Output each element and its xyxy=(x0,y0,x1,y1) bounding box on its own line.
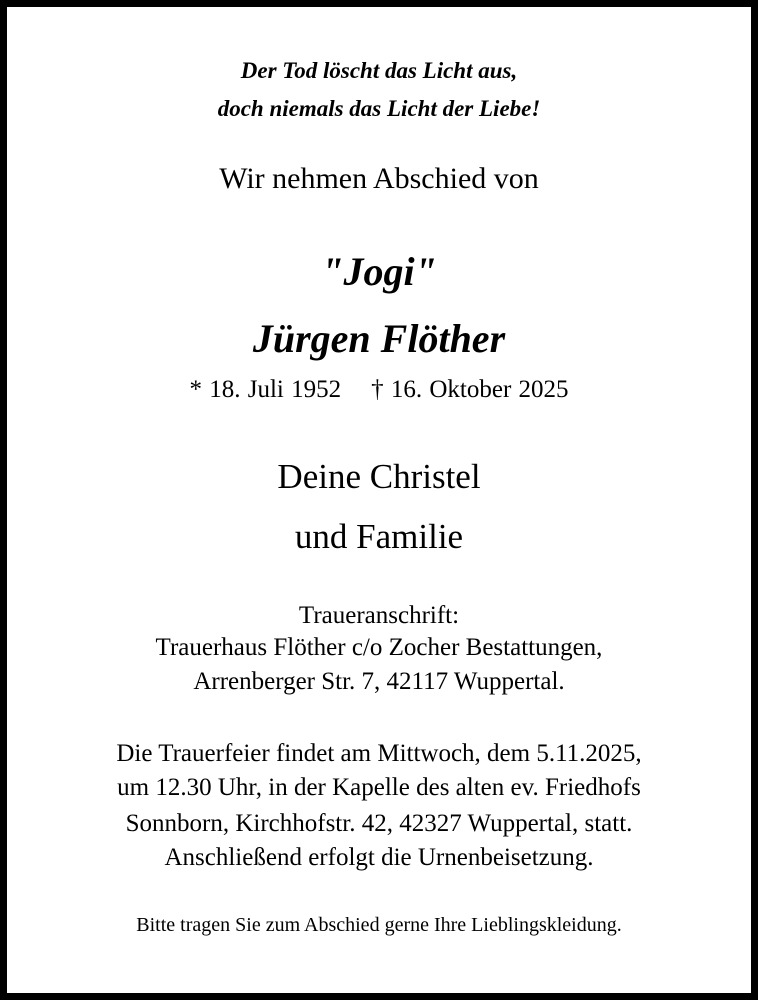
service-line-2: um 12.30 Uhr, in der Kapelle des alten ev. Friedhofs xyxy=(117,774,641,801)
deceased-name: Jürgen Flöther xyxy=(252,316,506,361)
deceased-nickname: "Jogi" xyxy=(321,249,437,294)
service-line-4: Anschließend erfolgt die Urnenbeisetzung. xyxy=(164,844,594,871)
intro-text: Wir nehmen Abschied von xyxy=(219,162,539,195)
motto-line-2: doch niemals das Licht der Liebe! xyxy=(217,96,541,121)
service-line-3: Sonnborn, Kirchhofstr. 42, 42327 Wuppertal, statt. xyxy=(125,810,633,837)
death-date: † 16. Oktober 2025 xyxy=(371,376,569,403)
mourners-line-2: und Familie xyxy=(294,517,464,556)
motto-line-1: Der Tod löscht das Licht aus, xyxy=(240,58,518,83)
address-heading: Traueranschrift: xyxy=(298,602,460,629)
life-dates xyxy=(7,377,751,402)
closing-note: Bitte tragen Sie zum Abschied gerne Ihre Lieblingskleidung. xyxy=(136,914,622,936)
service-line-1: Die Trauerfeier findet am Mittwoch, dem 5.11.2025, xyxy=(116,740,642,767)
address-line-2: Arrenberger Str. 7, 42117 Wuppertal. xyxy=(193,668,565,695)
birth-date: * 18. Juli 1952 xyxy=(189,376,342,403)
address-line-1: Trauerhaus Flöther c/o Zocher Bestattungen, xyxy=(155,634,603,661)
mourners-line-1: Deine Christel xyxy=(277,457,481,496)
